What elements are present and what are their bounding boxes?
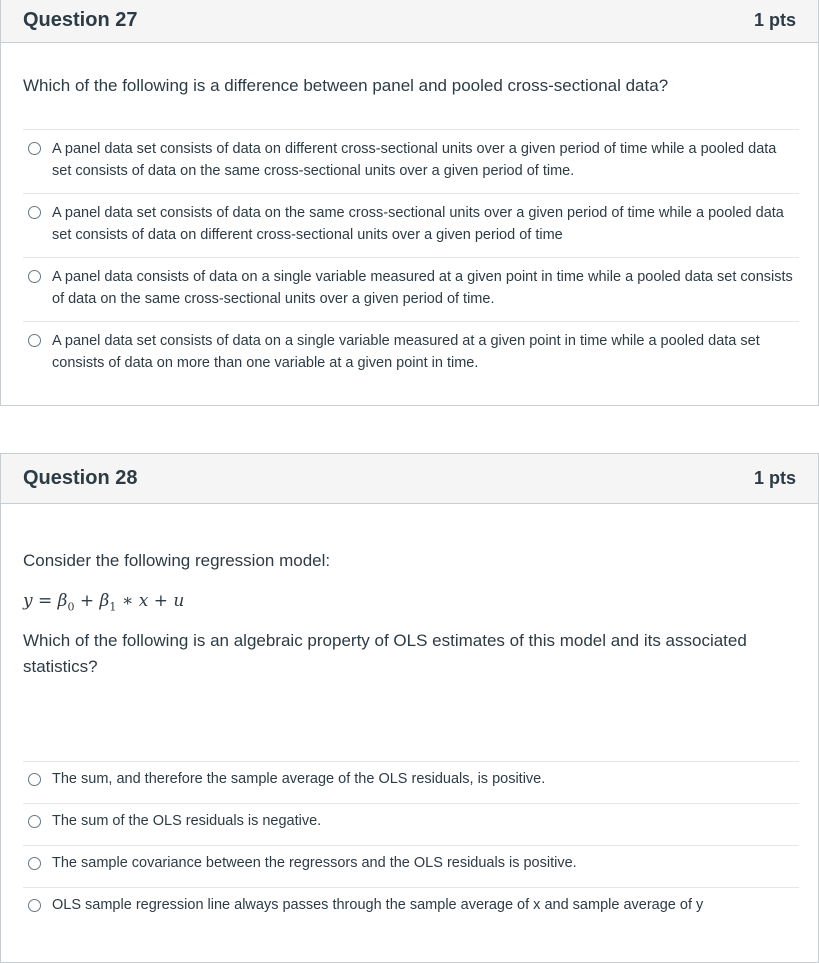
radio-button[interactable]: [28, 857, 41, 870]
answer-option[interactable]: [23, 193, 799, 257]
question-prompt: Which of the following is a difference between panel and pooled cross-sectional data?: [23, 76, 669, 95]
question-points: 1 pts: [753, 468, 796, 488]
answer-list: [23, 129, 799, 385]
answer-label: A panel data consists of data on a single variable measured at a given point in time while a pooled data set consists of data on the same cross-sectional units over a given period of time.: [52, 269, 793, 307]
answer-label: A panel data set consists of data on the same cross-sectional units over a given period of time while a pooled data set consists of data on different cross-sectional units over a given period of time: [52, 205, 784, 243]
radio-button[interactable]: [28, 270, 41, 283]
radio-button[interactable]: [28, 206, 41, 219]
question-28-card: [0, 453, 819, 963]
answer-option[interactable]: [23, 845, 799, 887]
radio-button[interactable]: [28, 815, 41, 828]
answer-option[interactable]: [23, 321, 799, 385]
answer-label: A panel data set consists of data on a single variable measured at a given point in time while a pooled data set consists of data on more than one variable at a given point in time.: [52, 333, 760, 371]
answer-option[interactable]: [23, 129, 799, 193]
answer-label: The sum, and therefore the sample average of the OLS residuals, is positive.: [52, 771, 546, 787]
question-intro: Consider the following regression model:: [23, 551, 331, 570]
answer-label: A panel data set consists of data on different cross-sectional units over a given period of time while a pooled data set consists of data on the same cross-sectional units over a given period of time.: [52, 141, 777, 179]
question-27-card: [0, 0, 819, 406]
question-27-header: [1, 0, 818, 43]
question-points: 1 pts: [753, 10, 796, 30]
answer-label: The sum of the OLS residuals is negative.: [52, 813, 322, 829]
answer-label: OLS sample regression line always passes through the sample average of x and sample average of y: [52, 897, 704, 913]
radio-button[interactable]: [28, 142, 41, 155]
answer-option[interactable]: [23, 761, 799, 803]
regression-equation: $y = \beta_0 + \beta_1$ ∗ x + u: [23, 591, 185, 614]
answer-label: The sample covariance between the regressors and the OLS residuals is positive.: [52, 855, 577, 871]
question-title: Question 28: [23, 467, 138, 489]
radio-button[interactable]: [28, 773, 41, 786]
question-28-header: [1, 454, 818, 504]
answer-option[interactable]: [23, 803, 799, 845]
question-title: Question 27: [23, 9, 138, 31]
answer-list: [23, 761, 799, 929]
question-prompt: Which of the following is an algebraic property of OLS estimates of this model and its associated statistics?: [23, 631, 747, 676]
radio-button[interactable]: [28, 334, 41, 347]
answer-option[interactable]: [23, 887, 799, 929]
radio-button[interactable]: [28, 899, 41, 912]
answer-option[interactable]: [23, 257, 799, 321]
